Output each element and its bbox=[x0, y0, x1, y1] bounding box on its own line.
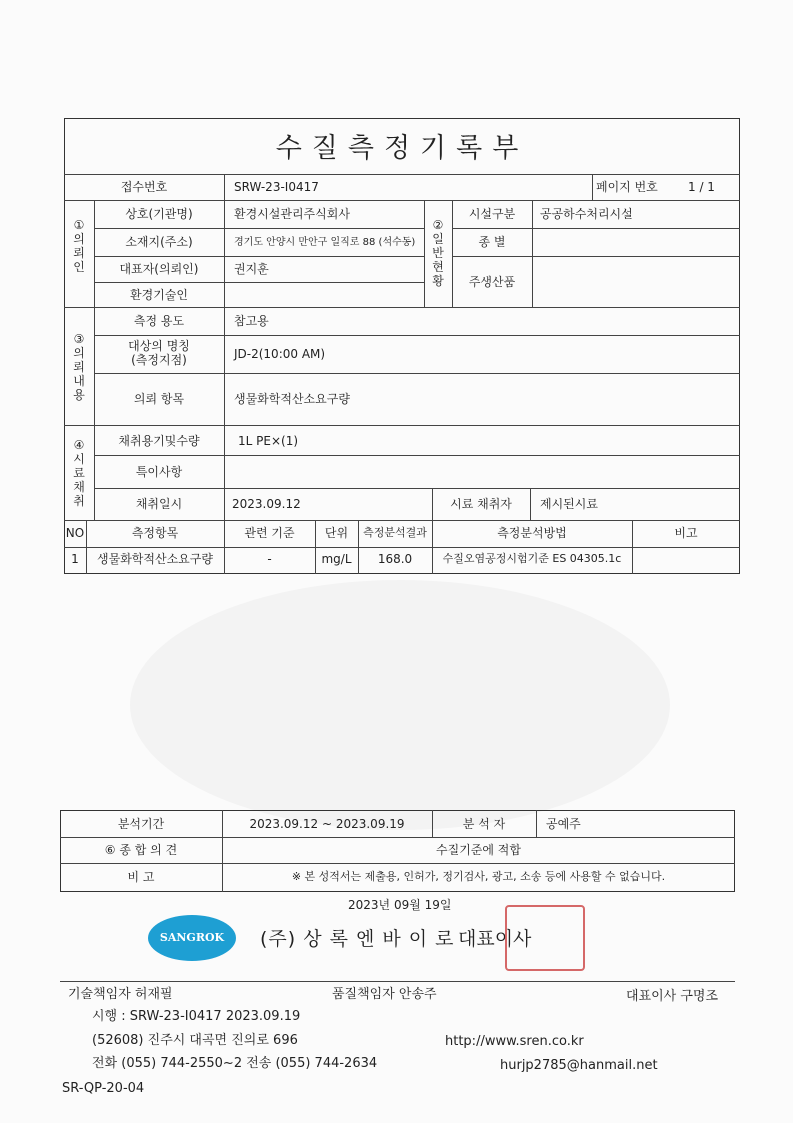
target-value: JD-2(10:00 AM) bbox=[234, 347, 326, 361]
sampling-section-label: ④ 시 료 채 취 bbox=[73, 438, 85, 508]
company-address: (52608) 진주시 대곡면 진의로 696 bbox=[92, 1033, 298, 1048]
general-section-label: ② 일 반 현 황 bbox=[432, 218, 444, 288]
results-header-item: 측정항목 bbox=[131, 526, 179, 540]
address-label: 소재지(주소) bbox=[125, 235, 193, 249]
product-label: 주생산품 bbox=[468, 275, 516, 289]
company-logo: SANGROK bbox=[148, 915, 236, 961]
sampler-label: 시료 채취자 bbox=[450, 497, 512, 511]
page-number-value: 1 / 1 bbox=[688, 180, 715, 194]
company-seal bbox=[505, 905, 585, 971]
container-value: 1L PE×(1) bbox=[238, 434, 299, 448]
result-unit: mg/L bbox=[321, 552, 352, 566]
result-value: 168.0 bbox=[377, 552, 413, 566]
page-title: 수질측정기록부 bbox=[275, 133, 529, 164]
target-label: 대상의 명칭 bbox=[128, 339, 190, 353]
request-items-label: 의뢰 항목 bbox=[133, 392, 185, 406]
results-header-remark: 비고 bbox=[674, 526, 698, 540]
analyst-label: 분 석 자 bbox=[462, 817, 506, 831]
sampling-date-value: 2023.09.12 bbox=[232, 497, 301, 511]
representative-label: 대표자(의뢰인) bbox=[119, 262, 199, 276]
requester-section-label: ① 의 뢰 인 bbox=[73, 218, 85, 274]
company-label: 상호(기관명) bbox=[125, 207, 193, 221]
facility-value: 공공하수처리시설 bbox=[540, 207, 633, 221]
receipt-label: 접수번호 bbox=[120, 180, 168, 194]
sampling-date-label: 채취일시 bbox=[135, 497, 183, 511]
purpose-value: 참고용 bbox=[234, 314, 269, 328]
result-item: 생물화학적산소요구량 bbox=[97, 552, 213, 566]
results-header-no: NO bbox=[65, 526, 85, 540]
company-email[interactable]: hurjp2785@hanmail.net bbox=[500, 1058, 658, 1073]
container-label: 채취용기및수량 bbox=[118, 434, 200, 448]
result-method: 수질오염공정시험기준 ES 04305.1c bbox=[442, 552, 622, 565]
opinion-value: 수질기준에 적합 bbox=[436, 843, 521, 857]
period-value: 2023.09.12 ~ 2023.09.19 bbox=[249, 817, 405, 831]
issue-info: 시행 : SRW-23-I0417 2023.09.19 bbox=[92, 1009, 301, 1024]
purpose-label: 측정 용도 bbox=[133, 314, 185, 328]
env-engineer-label: 환경기술인 bbox=[130, 288, 188, 302]
request-items-value: 생물화학적산소요구량 bbox=[234, 392, 350, 406]
company-name: (주) 상 록 엔 바 이 로 bbox=[260, 928, 455, 950]
ceo-name: 대표이사 구명조 bbox=[626, 989, 719, 1004]
tech-manager: 기술책임자 허재필 bbox=[68, 987, 173, 1002]
company-phone: 전화 (055) 744-2550~2 전송 (055) 744-2634 bbox=[92, 1056, 378, 1071]
form-number: SR-QP-20-04 bbox=[62, 1081, 145, 1096]
issue-date: 2023년 09월 19일 bbox=[348, 898, 452, 912]
representative-value: 권지훈 bbox=[234, 262, 269, 276]
results-header-standard: 관련 기준 bbox=[244, 526, 295, 540]
results-header-result: 측정분석결과 bbox=[363, 526, 427, 539]
page-number-label: 페이지 번호 bbox=[596, 180, 658, 194]
quality-manager: 품질책임자 안송주 bbox=[332, 987, 437, 1002]
opinion-label: ⑥ 종 합 의 견 bbox=[104, 843, 178, 857]
type-label: 종 별 bbox=[478, 235, 506, 249]
request-section-label: ③ 의 뢰 내 용 bbox=[73, 332, 85, 402]
ceo-title: 대표이사 bbox=[458, 928, 532, 950]
note-label: 특이사항 bbox=[135, 465, 183, 479]
watermark bbox=[130, 580, 670, 830]
result-standard: - bbox=[267, 552, 272, 566]
company-value: 환경시설관리주식회사 bbox=[234, 207, 350, 221]
result-no: 1 bbox=[71, 552, 79, 566]
address-value: 경기도 안양시 만안구 일직로 88 (석수동) bbox=[234, 237, 416, 248]
results-header-unit: 단위 bbox=[324, 526, 349, 540]
sampler-value: 제시된시료 bbox=[540, 497, 598, 511]
remark-label: 비 고 bbox=[127, 870, 155, 884]
company-url[interactable]: http://www.sren.co.kr bbox=[445, 1034, 584, 1049]
facility-label: 시설구분 bbox=[468, 207, 516, 221]
remark-value: ※ 본 성적서는 제출용, 인허가, 정기검사, 광고, 소송 등에 사용할 수 없습니다. bbox=[291, 870, 666, 883]
receipt-number: SRW-23-I0417 bbox=[234, 180, 319, 194]
analyst-value: 공예주 bbox=[546, 817, 581, 831]
target-sublabel: (측정지점) bbox=[131, 353, 187, 367]
period-label: 분석기간 bbox=[117, 817, 165, 831]
results-header-method: 측정분석방법 bbox=[497, 526, 567, 540]
